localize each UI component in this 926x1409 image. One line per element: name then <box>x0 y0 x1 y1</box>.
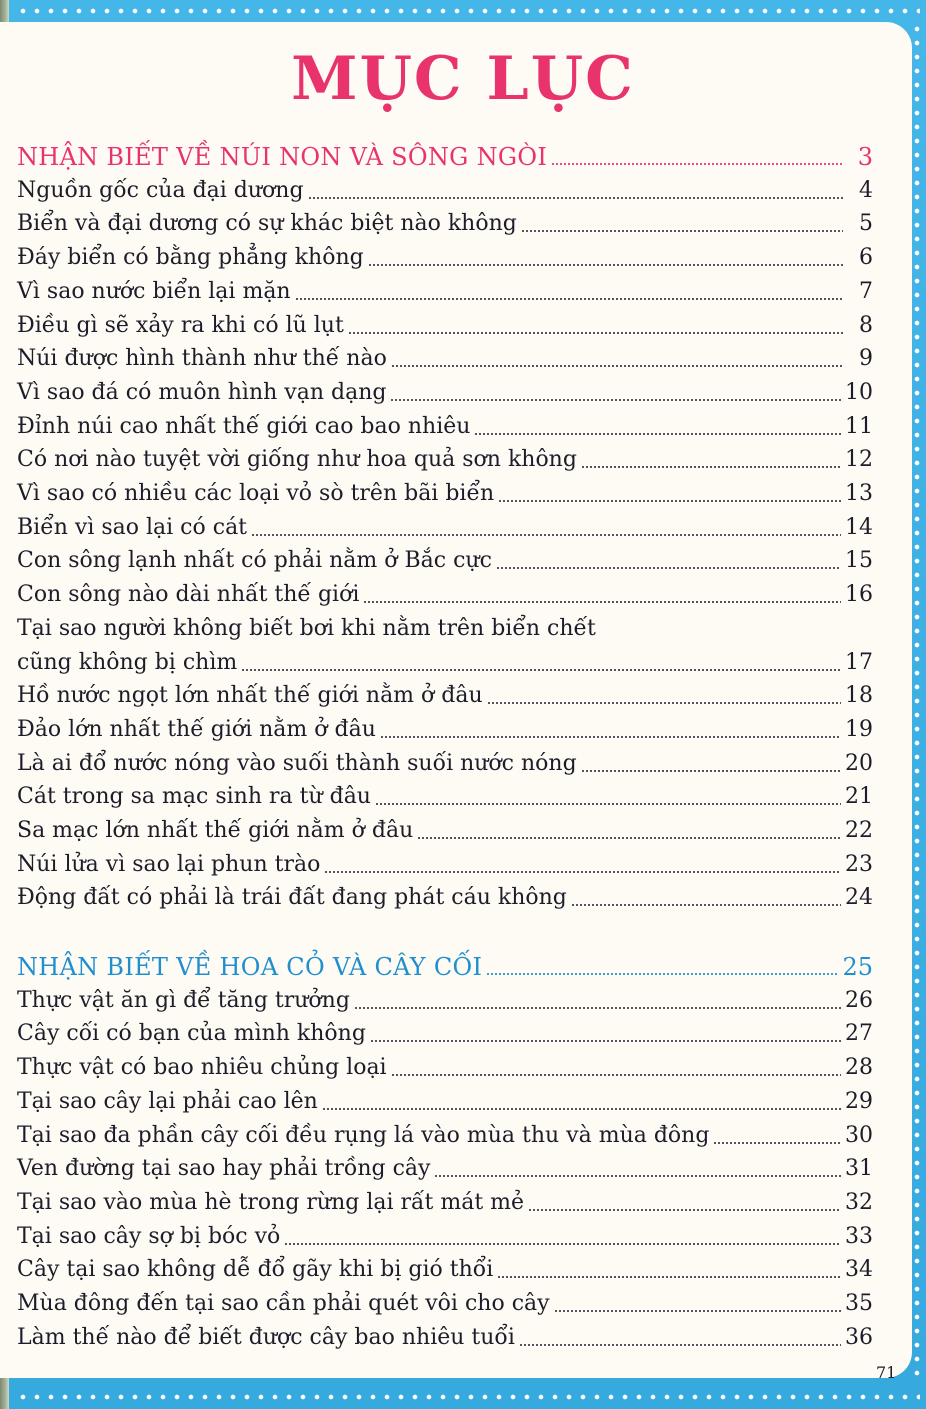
toc-entry-page: 13 <box>845 481 873 506</box>
toc-entry[interactable] <box>17 578 873 612</box>
dot-leader <box>348 332 843 334</box>
toc-entry-line1[interactable] <box>17 612 873 646</box>
section-heading-page: 3 <box>857 143 873 171</box>
toc-entry[interactable] <box>17 747 873 781</box>
toc-entry[interactable] <box>17 780 873 814</box>
toc-entry[interactable] <box>17 174 873 208</box>
section-heading[interactable] <box>17 950 873 984</box>
toc-entry-label: Biển vì sao lại có cát <box>17 514 248 540</box>
dot-leader <box>521 230 843 232</box>
section-heading-page: 25 <box>842 953 873 981</box>
toc-entry[interactable] <box>17 410 873 444</box>
toc-entry-label: Núi được hình thành như thế nào <box>17 346 387 372</box>
toc-entry[interactable] <box>17 1051 873 1085</box>
toc-entry[interactable] <box>17 646 873 680</box>
toc-entry[interactable] <box>17 814 873 848</box>
toc-entry-page: 24 <box>845 885 873 911</box>
dot-leader <box>528 1209 841 1211</box>
toc-entry-page: 15 <box>845 548 873 574</box>
dot-leader <box>375 803 841 805</box>
toc-entry-page: 5 <box>859 211 873 237</box>
toc-entry-label: Con sông lạnh nhất có phải nằm ở Bắc cực <box>17 548 492 574</box>
toc-entry-page: 18 <box>845 683 873 709</box>
toc-entry-label: Vì sao nước biển lại mặn <box>17 278 291 304</box>
toc-entry-label: Hồ nước ngọt lớn nhất thế giới nằm ở đâu <box>17 683 483 709</box>
toc-entry-label: Thực vật có bao nhiêu chủng loại <box>17 1055 387 1081</box>
dot-leader <box>486 973 838 975</box>
section-heading[interactable] <box>17 140 873 174</box>
dot-leader <box>295 298 843 300</box>
dot-leader <box>354 1007 841 1009</box>
toc-entry[interactable] <box>17 984 873 1018</box>
toc-entry-label: Là ai đổ nước nóng vào suối thành suối nước nóng <box>17 750 577 776</box>
dot-leader <box>324 871 841 873</box>
toc-entry-label: Vì sao đá có muôn hình vạn dạng <box>17 379 387 405</box>
dot-leader <box>554 1310 841 1312</box>
dot-leader <box>519 1344 841 1346</box>
dot-leader <box>284 1243 841 1245</box>
toc-entry-page: 19 <box>845 716 873 742</box>
toc-entry-page: 20 <box>845 750 873 776</box>
page-number: 71 <box>876 1363 897 1382</box>
toc-entry-label: Mùa đông đến tại sao cần phải quét vôi cho cây <box>17 1291 550 1316</box>
toc-entry-label: Cát trong sa mạc sinh ra từ đâu <box>17 784 371 810</box>
toc-entry-label: Tại sao người không biết bơi khi nằm trên biển chết <box>17 615 596 641</box>
dot-leader <box>498 500 841 502</box>
toc-entry-page: 9 <box>859 346 873 372</box>
toc-entry-page: 28 <box>845 1055 873 1081</box>
toc-entry[interactable] <box>17 376 873 410</box>
toc-entry[interactable] <box>17 1119 873 1153</box>
toc-entry-label: Ven đường tại sao hay phải trồng cây <box>17 1156 431 1182</box>
toc-entry[interactable] <box>17 881 873 915</box>
toc-entry-page: 35 <box>845 1291 873 1316</box>
toc-entry[interactable] <box>17 679 873 713</box>
toc-entry[interactable] <box>17 1186 873 1220</box>
section-heading-label: NHẬN BIẾT VỀ NÚI NON VÀ SÔNG NGÒI <box>17 143 548 171</box>
toc-entry[interactable] <box>17 1220 873 1254</box>
toc-entry-page: 10 <box>845 379 873 405</box>
toc-entry[interactable] <box>17 1017 873 1051</box>
dot-leader <box>370 1040 841 1042</box>
toc-entry-page: 34 <box>845 1257 873 1283</box>
dot-leader <box>417 837 841 839</box>
toc-entry-label: Tại sao đa phần cây cối đều rụng lá vào mùa thu và mùa đông <box>17 1122 710 1148</box>
toc-entry-page: 17 <box>845 649 873 675</box>
toc-entry-label: Tại sao cây sợ bị bóc vỏ <box>17 1223 281 1249</box>
toc-entry-label: Thực vật ăn gì để tăng trưởng <box>17 987 350 1013</box>
dot-leader <box>368 264 843 266</box>
toc-entry-page: 8 <box>859 312 873 338</box>
toc-entry-label: Điều gì sẽ xảy ra khi có lũ lụt <box>17 312 344 338</box>
toc-entry-page: 27 <box>845 1021 873 1047</box>
toc-entry-label: Nguồn gốc của đại dương <box>17 177 304 203</box>
toc-entry-label: Núi lửa vì sao lại phun trào <box>17 851 321 877</box>
toc-entry-label: Có nơi nào tuyệt vời giống như hoa quả sơn không <box>17 447 577 473</box>
toc-entry[interactable] <box>17 342 873 376</box>
dot-leader <box>487 702 841 704</box>
toc-entry-label: Sa mạc lớn nhất thế giới nằm ở đâu <box>17 818 414 843</box>
dot-leader <box>497 1276 841 1278</box>
toc-entry-page: 29 <box>845 1088 873 1114</box>
dot-leader <box>241 669 841 671</box>
toc-entry-page: 14 <box>845 514 873 540</box>
dot-leader <box>380 736 841 738</box>
toc-entry-page: 6 <box>859 245 873 271</box>
toc-entry-page: 16 <box>845 582 873 608</box>
dot-leader <box>434 1175 841 1177</box>
toc-entry-page: 21 <box>845 784 873 810</box>
toc-entry-page: 23 <box>845 851 873 877</box>
dot-leader <box>713 1142 841 1144</box>
dot-leader <box>551 163 843 165</box>
dot-leader <box>251 534 841 536</box>
section-heading-label: NHẬN BIẾT VỀ HOA CỎ VÀ CÂY CỐI <box>17 953 483 981</box>
toc-entry[interactable] <box>17 848 873 882</box>
toc-entry-page: 31 <box>845 1156 873 1182</box>
dot-leader <box>308 197 843 199</box>
toc-entry[interactable] <box>17 275 873 309</box>
dot-leader <box>391 1074 841 1076</box>
dot-leader <box>390 399 841 401</box>
toc-entry[interactable] <box>17 713 873 747</box>
dot-leader <box>581 770 841 772</box>
toc-entry[interactable] <box>17 511 873 545</box>
toc-entry-page: 36 <box>845 1324 873 1350</box>
toc-entry[interactable] <box>17 1152 873 1186</box>
dot-leader <box>391 365 843 367</box>
toc-entry-label: Con sông nào dài nhất thế giới <box>17 582 360 608</box>
toc-entry-page: 22 <box>845 818 873 843</box>
dot-leader <box>496 567 841 569</box>
toc-entry-page: 26 <box>845 987 873 1013</box>
toc-entry-label-continued: cũng không bị chìm <box>17 649 238 675</box>
dot-leader <box>322 1108 841 1110</box>
toc-entry[interactable] <box>17 207 873 241</box>
dot-leader <box>474 433 841 435</box>
toc-entry-page: 4 <box>859 177 873 203</box>
toc-entry-label: Tại sao cây lại phải cao lên <box>17 1088 318 1114</box>
dot-leader <box>571 904 841 906</box>
toc-entry-label: Vì sao có nhiều các loại vỏ sò trên bãi biển <box>17 481 495 506</box>
toc-entry[interactable] <box>17 241 873 275</box>
toc-entry[interactable] <box>17 544 873 578</box>
dotted-border-bottom <box>16 1394 920 1400</box>
toc-entry[interactable] <box>17 309 873 343</box>
toc-entry[interactable] <box>17 1287 873 1321</box>
dotted-border-top <box>16 8 920 14</box>
toc-entry-label: Đảo lớn nhất thế giới nằm ở đâu <box>17 716 376 742</box>
dotted-border-right <box>914 22 920 1382</box>
toc-entry-label: Động đất có phải là trái đất đang phát cáu không <box>17 885 567 911</box>
toc-entry-label: Tại sao vào mùa hè trong rừng lại rất mát mẻ <box>17 1189 525 1215</box>
toc-entry-page: 30 <box>845 1122 873 1148</box>
toc-entry-label: Đáy biển có bằng phẳng không <box>17 245 364 271</box>
toc-entry[interactable] <box>17 477 873 511</box>
toc-entry[interactable] <box>17 1253 873 1287</box>
toc-entry-page: 32 <box>845 1189 873 1215</box>
toc-entry-label: Làm thế nào để biết được cây bao nhiêu tuổi <box>17 1324 515 1350</box>
page-title: MỤC LỤC <box>291 44 635 114</box>
toc-entry-page: 11 <box>845 413 873 439</box>
toc-entry-label: Đỉnh núi cao nhất thế giới cao bao nhiêu <box>17 413 471 439</box>
toc-entry-page: 33 <box>845 1223 873 1249</box>
dot-leader <box>581 466 841 468</box>
toc-entry-page: 7 <box>859 278 873 304</box>
toc-entry[interactable] <box>17 443 873 477</box>
toc-entry-label: Cây cối có bạn của mình không <box>17 1021 366 1047</box>
toc-entry[interactable] <box>17 1085 873 1119</box>
toc-entry[interactable] <box>17 1321 873 1355</box>
toc-entry-label: Biển và đại dương có sự khác biệt nào không <box>17 211 517 237</box>
dot-leader <box>363 601 841 603</box>
toc-entry-label: Cây tại sao không dễ đổ gãy khi bị gió thổi <box>17 1257 494 1283</box>
toc-entry-page: 12 <box>845 447 873 473</box>
